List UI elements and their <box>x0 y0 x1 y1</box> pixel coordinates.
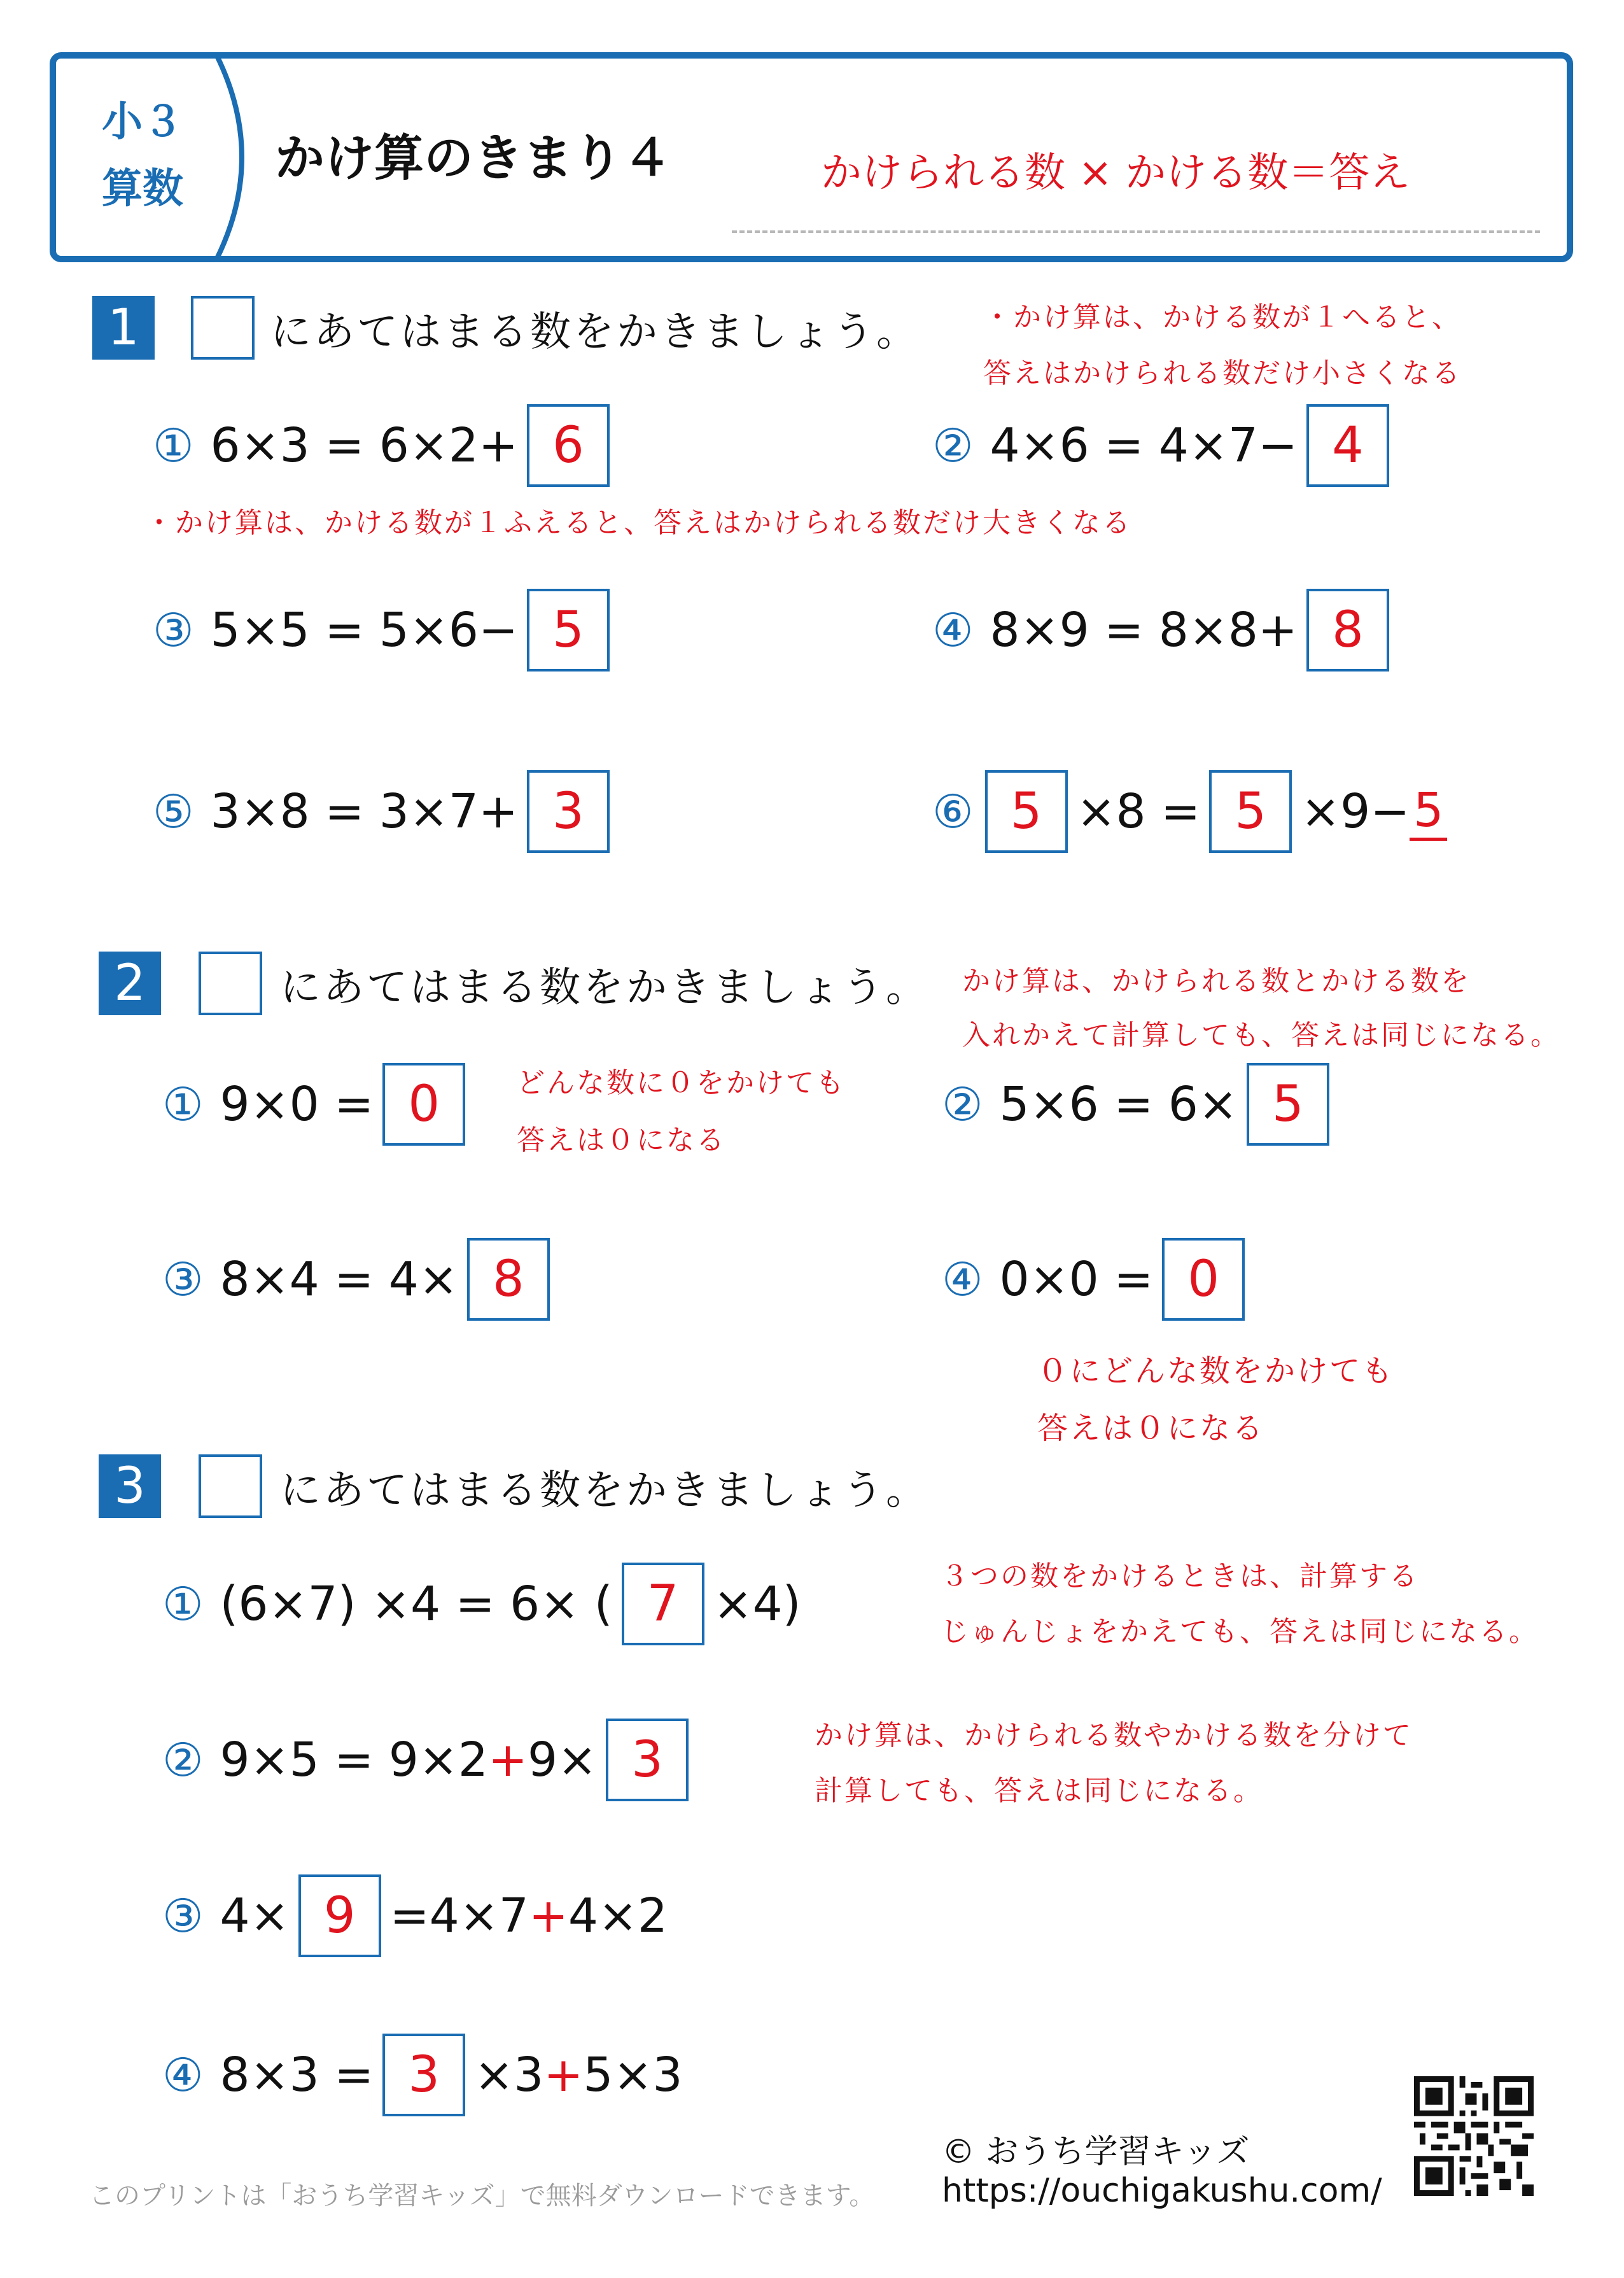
problem-number: ① <box>162 1577 204 1631</box>
problem-number: ③ <box>162 1889 204 1943</box>
problem-expression: 0×0 = <box>999 1252 1154 1307</box>
grade-label: 小３ <box>102 99 183 146</box>
problem-expression: 4×6 = 4×7− <box>990 418 1298 473</box>
subject-label: 算数 <box>102 165 183 213</box>
answer-box[interactable]: 5 <box>527 589 610 671</box>
qr-code-icon <box>1414 2076 1534 2196</box>
answer-box[interactable]: 9 <box>298 1874 381 1957</box>
underlined-answer: 5 <box>1410 783 1447 841</box>
section-2-note-2: 入れかえて計算しても、答えは同じになる。 <box>962 1019 1560 1051</box>
problem-number: ① <box>153 419 194 472</box>
plus-sign: + <box>528 1888 568 1943</box>
s1-problem-3 <box>153 589 619 671</box>
s1-problem-2 <box>932 404 1398 487</box>
s2-problem-3 <box>162 1238 559 1321</box>
s1-problem-6 <box>932 770 1447 853</box>
answer-box[interactable]: 5 <box>1247 1063 1329 1146</box>
problem-number: ② <box>932 419 974 472</box>
s3-p1-note-2: じゅんじょをかえても、答えは同じになる。 <box>941 1615 1539 1648</box>
s2-problem-4 <box>942 1238 1254 1321</box>
answer-box[interactable]: 0 <box>1162 1238 1245 1321</box>
answer-box[interactable]: 4 <box>1306 404 1389 487</box>
section-1-blank-box <box>191 296 255 360</box>
problem-expression-tail: ×4) <box>713 1577 801 1631</box>
section-2-note-1: かけ算は、かけられる数とかける数を <box>962 965 1471 997</box>
header-divider-curve <box>191 55 267 260</box>
section-1-note-mid: ・かけ算は、かける数が１ふえると、答えはかけられる数だけ大きくなる <box>145 507 1132 539</box>
s3-problem-1 <box>162 1563 801 1645</box>
answer-box[interactable]: 7 <box>622 1563 704 1645</box>
answer-box-1[interactable]: 5 <box>985 770 1068 853</box>
problem-number: ③ <box>153 603 194 657</box>
s1-problem-5 <box>153 770 619 853</box>
problem-expression: 3×8 = 3×7+ <box>210 784 518 839</box>
section-2-badge: 2 <box>99 952 161 1015</box>
problem-number: ③ <box>162 1253 204 1306</box>
problem-number: ② <box>162 1733 204 1787</box>
answer-box[interactable]: 8 <box>1306 589 1389 671</box>
section-1-note-top-1: ・かけ算は、かける数が１へると、 <box>983 301 1462 334</box>
s3-p1-note-1: ３つの数をかけるときは、計算する <box>941 1560 1419 1592</box>
plus-sign: + <box>487 1733 528 1787</box>
section-3-blank-box <box>199 1454 262 1518</box>
problem-expression: 8×4 = 4× <box>220 1252 458 1307</box>
problem-expression: 5×6 = 6× <box>999 1077 1238 1132</box>
problem-number: ② <box>942 1078 983 1131</box>
copyright: © おうち学習キッズ <box>942 2133 1250 2171</box>
problem-expression-tail-b: 4×2 <box>568 1888 668 1943</box>
problem-expression: 4× <box>220 1888 290 1943</box>
s2-p1-note-2: 答えは０になる <box>517 1124 726 1157</box>
answer-box-2[interactable]: 5 <box>1209 770 1292 853</box>
problem-expression: 6×3 = 6×2+ <box>210 418 518 473</box>
s2-problem-1 <box>162 1063 474 1146</box>
rule-text: かけられる数 × かける数＝答え <box>821 150 1411 197</box>
answer-box[interactable]: 3 <box>382 2034 465 2116</box>
s3-problem-2 <box>162 1719 697 1801</box>
s3-p2-note-2: 計算しても、答えは同じになる。 <box>815 1775 1263 1807</box>
problem-expression-tail-a: ×3 <box>474 2048 544 2102</box>
header-dashed-line <box>732 230 1540 233</box>
problem-number: ④ <box>942 1253 983 1306</box>
problem-number: ⑤ <box>153 785 194 838</box>
problem-expression-mid: ×8 = <box>1076 784 1201 839</box>
problem-expression: 8×9 = 8×8+ <box>990 603 1298 657</box>
problem-number: ⑥ <box>932 785 974 838</box>
s3-problem-3 <box>162 1874 668 1957</box>
section-2-blank-box <box>199 952 262 1015</box>
section-2-instruction: にあてはまる数をかきましょう。 <box>280 964 929 1011</box>
s2-p4-note-1: ０にどんな数をかけても <box>1037 1353 1395 1389</box>
answer-box[interactable]: 3 <box>527 770 610 853</box>
problem-expression-a: 9×5 = 9×2 <box>220 1733 488 1787</box>
section-3-instruction: にあてはまる数をかきましょう。 <box>280 1467 929 1514</box>
answer-box[interactable]: 3 <box>606 1719 689 1801</box>
section-3-badge: 3 <box>99 1454 161 1518</box>
problem-expression-tail: ×9− <box>1301 784 1410 839</box>
answer-box[interactable]: 6 <box>527 404 610 487</box>
plus-sign: + <box>543 2048 584 2102</box>
page-title: かけ算のきまり４ <box>275 130 673 187</box>
section-1-badge: 1 <box>92 296 155 360</box>
section-1-instruction: にあてはまる数をかきましょう。 <box>270 309 920 356</box>
problem-expression: (6×7) ×4 = 6× ( <box>220 1577 613 1631</box>
problem-expression-tail-b: 5×3 <box>583 2048 683 2102</box>
problem-expression: 5×5 = 5×6− <box>210 603 518 657</box>
problem-expression-tail-a: =4×7 <box>389 1888 529 1943</box>
s3-problem-4 <box>162 2034 683 2116</box>
s2-problem-2 <box>942 1063 1338 1146</box>
s2-p1-note-1: どんな数に０をかけても <box>517 1067 846 1099</box>
s2-p4-note-2: 答えは０になる <box>1037 1410 1265 1446</box>
problem-expression: 8×3 = <box>220 2048 374 2102</box>
answer-box[interactable]: 0 <box>382 1063 465 1146</box>
section-1-note-top-2: 答えはかけられる数だけ小さくなる <box>983 357 1462 390</box>
problem-number: ④ <box>932 603 974 657</box>
s1-problem-4 <box>932 589 1398 671</box>
problem-number: ① <box>162 1078 204 1131</box>
problem-expression-b: 9× <box>527 1733 598 1787</box>
s1-problem-1 <box>153 404 619 487</box>
site-url[interactable]: https://ouchigakushu.com/ <box>942 2172 1382 2210</box>
problem-expression: 9×0 = <box>220 1077 374 1132</box>
problem-number: ④ <box>162 2048 204 2102</box>
footer-download-note: このプリントは「おうち学習キッズ」で無料ダウンロードできます。 <box>89 2181 875 2211</box>
answer-box[interactable]: 8 <box>467 1238 550 1321</box>
s3-p2-note-1: かけ算は、かけられる数やかける数を分けて <box>815 1719 1413 1752</box>
